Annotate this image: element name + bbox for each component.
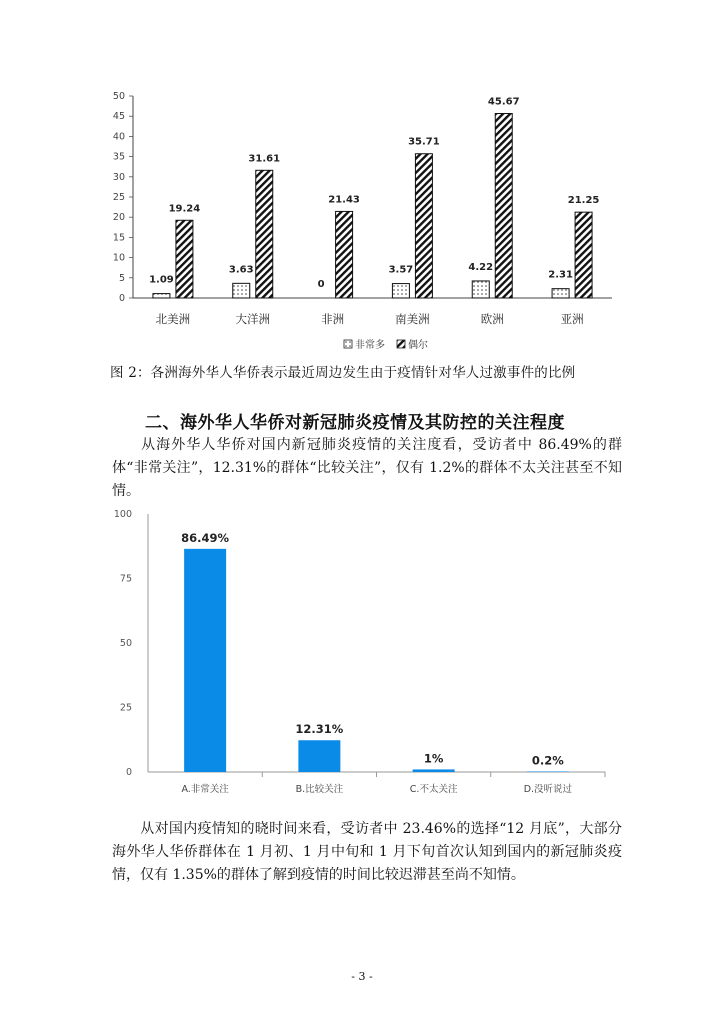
- chart-legend: [344, 338, 428, 351]
- y-tick-label: 75: [119, 573, 132, 585]
- data-label: 0: [317, 279, 325, 290]
- paragraph-1: [112, 434, 622, 503]
- section-title: 二、海外华人华侨对新冠肺炎疫情及其防控的关注程度: [145, 413, 565, 433]
- data-label: 12.31%: [295, 722, 344, 737]
- y-tick-label: 25: [112, 192, 125, 203]
- paragraph-2-text: 从对国内疫情知的晓时间来看，受访者中 23.46%的选择“12 月底”，大部分海外华人华侨群体在 1 月初、1 月中旬和 1 月下旬首次认知到国内的新冠肺炎疫情，仅有 1.35%的群体了解到疫情的时间比较迟滞甚至尚不知情。: [112, 821, 622, 883]
- chart-continents: [0, 0, 724, 360]
- figure-caption: 图 2：各洲海外华人华侨表示最近周边发生由于疫情针对华人过激事件的比例: [110, 365, 576, 381]
- y-tick-label: 25: [119, 702, 132, 714]
- bar: [413, 769, 455, 772]
- x-tick-label: 南美洲: [395, 312, 430, 326]
- bar-series-1: [552, 289, 569, 298]
- x-tick-label: D.没听说过: [523, 784, 573, 795]
- data-label: 31.61: [248, 153, 281, 165]
- legend-label-series-1: 非常多: [355, 340, 385, 351]
- y-tick-label: 30: [112, 171, 125, 183]
- bar-series-2: [256, 170, 273, 298]
- data-label: 2.31: [548, 269, 573, 281]
- y-tick-label: 50: [119, 638, 132, 649]
- data-label: 3.57: [388, 264, 414, 276]
- x-tick-label: 非洲: [321, 312, 345, 326]
- y-tick-label: 10: [112, 252, 125, 264]
- data-label: 1%: [423, 751, 444, 766]
- bar-series-1: [392, 284, 409, 298]
- legend-swatch-非常多: [344, 340, 352, 348]
- bar-series-2: [336, 211, 353, 298]
- y-tick-label: 40: [112, 131, 125, 143]
- data-label: 4.22: [468, 261, 494, 273]
- y-tick-label: 50: [112, 91, 125, 102]
- x-tick-label: 大洋洲: [235, 312, 270, 326]
- page-number: - 3 -: [351, 970, 373, 983]
- data-label: 86.49%: [181, 530, 230, 545]
- y-tick-label: 0: [118, 293, 125, 304]
- x-tick-label: 欧洲: [480, 312, 504, 326]
- bar-series-2: [495, 113, 512, 298]
- legend-label-series-2: 偶尔: [408, 340, 428, 351]
- x-tick-label: 亚洲: [560, 312, 584, 326]
- y-tick-label: 15: [112, 232, 125, 244]
- y-tick-label: 35: [112, 151, 125, 163]
- data-label: 1.09: [149, 274, 174, 286]
- bar: [527, 771, 569, 772]
- bar: [298, 740, 340, 772]
- bar: [184, 549, 226, 772]
- paragraph-2: [112, 818, 622, 887]
- legend-swatch-偶尔: [397, 340, 405, 348]
- data-label: 35.71: [408, 136, 440, 148]
- bar-series-1: [472, 281, 489, 298]
- data-label: 45.67: [487, 96, 520, 108]
- x-tick-label: A.非常关注: [181, 784, 229, 795]
- bar-series-2: [415, 154, 432, 298]
- chart-attention: [0, 500, 724, 810]
- bar-series-2: [176, 220, 193, 298]
- y-tick-label: 45: [112, 111, 125, 123]
- y-tick-label: 5: [118, 272, 125, 284]
- bar-series-1: [233, 283, 250, 298]
- bar-series-1: [153, 294, 170, 298]
- data-label: 0.2%: [531, 753, 564, 768]
- x-tick-label: C.不太关注: [409, 784, 458, 795]
- y-tick-label: 0: [125, 767, 132, 778]
- bar-series-2: [575, 212, 592, 298]
- x-tick-label: B.比较关注: [295, 784, 344, 795]
- data-label: 21.43: [328, 194, 360, 206]
- paragraph-1-text: 从海外华人华侨对国内新冠肺炎疫情的关注度看，受访者中 86.49%的群体“非常关注”，12.31%的群体“比较关注”，仅有 1.2%的群体不太关注甚至不知情。: [112, 437, 622, 499]
- y-tick-label: 100: [113, 509, 132, 520]
- data-label: 19.24: [168, 203, 201, 215]
- x-tick-label: 北美洲: [155, 312, 191, 326]
- data-label: 21.25: [567, 195, 600, 207]
- data-label: 3.63: [228, 264, 254, 276]
- y-tick-label: 20: [112, 212, 125, 224]
